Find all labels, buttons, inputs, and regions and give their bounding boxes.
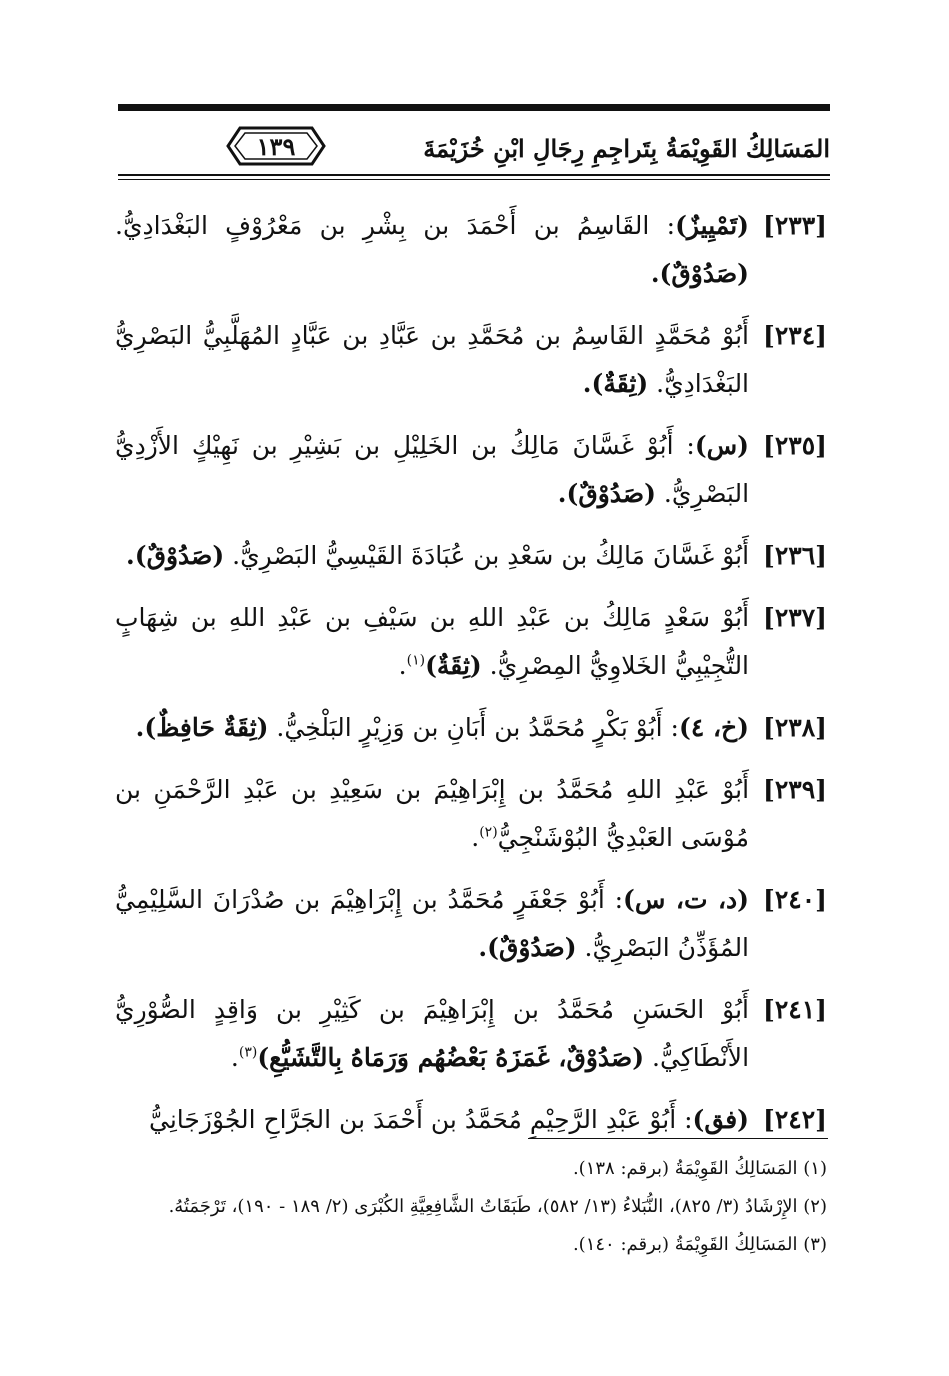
footnotes	[115, 1152, 827, 1266]
entry-grade: (ثِقَةٌ)	[425, 651, 482, 680]
page-header	[118, 104, 830, 184]
entry-number: [٢٣٤]	[763, 321, 827, 350]
entry-number: [٢٣٨]	[763, 713, 827, 742]
entry-grade: (صَدُوْقٌ).	[557, 479, 656, 508]
entry-241	[115, 986, 827, 1082]
entry-name: أَبُوْ عَبْدِ اللهِ مُحَمَّدُ بن إِبْرَاهِيْمَ بن سَعِيْدِ بن عَبْدِ الرَّحْمَنِ بن مُوْسَى العَبْدِيُّ البُوْشَنْجِيُّ	[115, 775, 750, 852]
entry-number: [٢٣٣]	[763, 211, 827, 240]
entry-name: : أَبُوْ جَعْفَرٍ مُحَمَّدُ بن إِبْرَاهِيْمَ بن صُدْرَانَ السَّلِيْمِيُّ المُؤَذِّنُ البَصْرِيُّ.	[115, 885, 750, 962]
entry-237	[115, 594, 827, 690]
entry-name: : أَبُوْ بَكْرٍ مُحَمَّدُ بن أَبَانِ بن وَزِيْرٍ البَلْخِيُّ.	[268, 713, 679, 742]
entry-number: [٢٣٥]	[763, 431, 827, 460]
entry-grade: (صَدُوْقٌ).	[478, 933, 577, 962]
footnote-1: (١) المَسَالِكُ القَوِيْمَةُ (برقم: ١٣٨).	[572, 1158, 827, 1179]
entry-text: أَبُوْ الحَسَنِ مُحَمَّدُ بن إِبْرَاهِيْمَ بن كَثِيْرِ بن وَاقِدٍ الصُّوْرِيُّ الأَنْطَاكِيُّ. (صَدُوْقٌ، غَمَزَهُ بَعْضُهُم وَرَمَاهُ بِالتَّشَيُّعِ)$^{(٣)}$.	[115, 995, 750, 1072]
entry-number: [٢٣٩]	[763, 775, 827, 804]
entry-code: (تَمْيِيزٌ)	[675, 211, 750, 240]
entry-text	[115, 876, 749, 972]
footnote-marker: (١)	[406, 652, 426, 669]
entry-number: [٢٣٧]	[763, 603, 827, 632]
footnote-marker: (٢)	[479, 824, 498, 841]
entry-242	[115, 1096, 827, 1144]
header-top-rule	[118, 104, 830, 111]
entry-code: (د، ت، س)	[623, 885, 750, 914]
entry-grade: (صَدُوْقٌ).	[650, 259, 750, 288]
entry-code: (خ، ٤)	[678, 713, 750, 742]
entry-grade: (صَدُوْقٌ).	[126, 541, 225, 570]
entry-text	[115, 704, 749, 752]
footnote-3: (٣) المَسَالِكُ القَوِيْمَةُ (برقم: ١٤٠).	[572, 1234, 827, 1255]
entry-name: : أَبُوْ غَسَّانَ مَالِكُ بن الخَلِيْلِ بن بَشِيْرِ بن نَهِيْكٍ الأَزْدِيُّ البَصْرِيُّ.	[115, 431, 750, 508]
biography-entries	[115, 202, 827, 1158]
page-number: ١٣٩	[256, 132, 296, 161]
footnote-2: (٢) الإِرْشَادُ (٣/ ٨٢٥)، النُّبَلاءُ (١٣/ ٥٨٢)، طَبَقَاتُ الشَّافِعِيَّةِ الكُبْرَى (٢/ ١٨٩ - ١٩٠)، تَرْجَمَتُهُ.	[168, 1196, 827, 1217]
entry-233	[115, 202, 827, 298]
entry-code: (س)	[694, 431, 750, 460]
entry-name: أَبُوْ مُحَمَّدٍ القَاسِمُ بن مُحَمَّدِ بن عَبَّادِ بن عَبَّادٍ المُهَلَّبِيُّ البَصْرِيُّ البَغْدَادِيُّ.	[115, 321, 750, 398]
entry-number: [٢٣٦]	[763, 541, 827, 570]
running-title: المَسَالِكُ القَوِيْمَةُ بِتَراجِمِ رِجَالِ ابْنِ خُزَيْمَةَ	[423, 134, 830, 163]
entry-grade: (صَدُوْقٌ، غَمَزَهُ بَعْضُهُم وَرَمَاهُ بِالتَّشَيُّعِ)	[257, 1043, 645, 1072]
entry-text	[115, 532, 749, 580]
footnote-marker: (٣)	[238, 1044, 258, 1061]
entry-234	[115, 312, 827, 408]
page-number-badge	[226, 124, 326, 168]
entry-240	[115, 876, 827, 972]
entry-236	[115, 532, 827, 580]
entry-text: أَبُوْ سَعْدٍ مَالِكُ بن عَبْدِ اللهِ بن سَيْفِ بن عَبْدِ اللهِ بن شِهَابٍ التُّجِيْبِيُّ الخَلاوِيُّ المِصْرِيُّ. (ثِقَةٌ)$^{(١)}$.	[115, 603, 750, 680]
entry-name: أَبُوْ غَسَّانَ مَالِكُ بن سَعْدِ بن عُبَادَةَ القَيْسِيُّ البَصْرِيُّ.	[224, 541, 750, 570]
entry-text	[115, 422, 749, 518]
entry-grade: (ثِقَةٌ حَافِظٌ).	[135, 713, 269, 742]
entry-text: أَبُوْ عَبْدِ اللهِ مُحَمَّدُ بن إِبْرَاهِيْمَ بن سَعِيْدِ بن عَبْدِ الرَّحْمَنِ بن مُوْسَى العَبْدِيُّ البُوْشَنْجِيُّ$^{(٢)}$.	[115, 775, 750, 852]
entry-code: (فق)	[692, 1105, 750, 1134]
entry-235	[115, 422, 827, 518]
entry-name: أَبُوْ سَعْدٍ مَالِكُ بن عَبْدِ اللهِ بن سَيْفِ بن عَبْدِ اللهِ بن شِهَابٍ التُّجِيْبِيُّ الخَلاوِيُّ المِصْرِيُّ.	[115, 603, 750, 680]
entry-text	[115, 312, 749, 408]
footnote-separator	[528, 1138, 828, 1139]
entry-name: أَبُوْ الحَسَنِ مُحَمَّدُ بن إِبْرَاهِيْمَ بن كَثِيْرِ بن وَاقِدٍ الصُّوْرِيُّ الأَنْطَاكِيُّ.	[115, 995, 750, 1072]
entry-239	[115, 766, 827, 862]
header-bottom-rule	[118, 174, 830, 176]
entry-name: : أَبُوْ عَبْدِ الرَّحِيْمِ مُحَمَّدُ بن أَحْمَدَ بن الجَرَّاحِ الجُوْزَجَانِيُّ	[149, 1105, 693, 1134]
entry-text	[115, 202, 749, 298]
entry-text	[115, 1096, 749, 1144]
entry-grade: (ثِقَةٌ).	[582, 369, 649, 398]
entry-number: [٢٤٠]	[763, 885, 827, 914]
entry-name: : القَاسِمُ بن أَحْمَدَ بن بِشْرِ بن مَعْرُوْفٍ البَغْدَادِيُّ.	[115, 211, 676, 240]
entry-238	[115, 704, 827, 752]
header-bottom-rule-second	[118, 179, 830, 180]
entry-number: [٢٤١]	[763, 995, 827, 1024]
entry-number: [٢٤٢]	[763, 1105, 827, 1134]
